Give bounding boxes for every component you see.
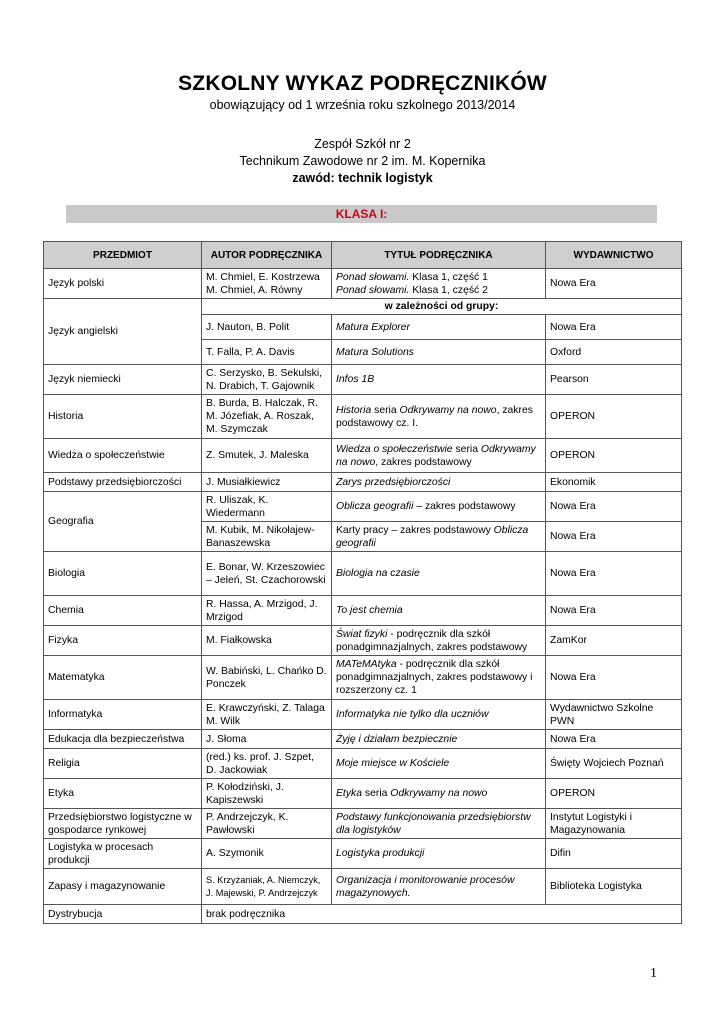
subject-cell: Edukacja dla bezpieczeństwa: [44, 730, 202, 749]
publisher-cell: Biblioteka Logistyka: [546, 869, 682, 905]
title-cell: [332, 522, 546, 552]
table-row: [44, 730, 682, 749]
table-row: [44, 473, 682, 492]
page-title: SZKOLNY WYKAZ PODRĘCZNIKÓW: [178, 72, 547, 95]
title-cell: Organizacja i monitorowanie procesów magazynowych.: [332, 869, 546, 905]
title-cell: [332, 439, 546, 473]
table-row: [44, 779, 682, 809]
title-cell: Matura Solutions: [332, 340, 546, 365]
publisher-cell: Nowa Era: [546, 730, 682, 749]
subject-cell: Chemia: [44, 596, 202, 626]
table-row: [44, 626, 682, 656]
title-cell: [332, 626, 546, 656]
subject-cell: Logistyka w procesach produkcji: [44, 839, 202, 869]
title-text: seria: [452, 443, 481, 455]
table-row: [44, 905, 682, 924]
title-text: Karty pracy – zakres podstawowy: [336, 524, 494, 536]
note-cell: brak podręcznika: [202, 905, 682, 924]
subject-cell: Informatyka: [44, 700, 202, 730]
table-row: [44, 700, 682, 730]
title-text: Klasa 1, część 2: [409, 284, 488, 296]
title-text: - podręcznik dla szkół ponadgimnazjalnych, zakres podstawowy i rozszerzony cz. 1: [336, 659, 533, 696]
column-header-title: TYTUŁ PODRĘCZNIKA: [332, 242, 546, 269]
author-cell: E. Bonar, W. Krzeszowiec – Jeleń, St. Czachorowski: [202, 552, 332, 596]
table-row: [44, 839, 682, 869]
table-row: [44, 269, 682, 299]
author-cell: [202, 269, 332, 299]
table-row: [44, 492, 682, 522]
subject-cell: Geografia: [44, 492, 202, 552]
author-cell: (red.) ks. prof. J. Szpet, D. Jackowiak: [202, 749, 332, 779]
publisher-cell: Pearson: [546, 365, 682, 395]
subject-cell: Język angielski: [44, 299, 202, 365]
subject-cell: Religia: [44, 749, 202, 779]
publisher-cell: Difin: [546, 839, 682, 869]
subject-cell: Język niemiecki: [44, 365, 202, 395]
class-heading-bar: KLASA I:: [66, 205, 657, 223]
publisher-cell: Nowa Era: [546, 315, 682, 340]
author-cell: P. Kołodziński, J. Kapiszewski: [202, 779, 332, 809]
title-cell: [332, 779, 546, 809]
author-cell: A. Szymonik: [202, 839, 332, 869]
subject-cell: Fizyka: [44, 626, 202, 656]
author-cell: J. Nauton, B. Polit: [202, 315, 332, 340]
title-cell: Logistyka produkcji: [332, 839, 546, 869]
column-header-publisher: WYDAWNICTWO: [546, 242, 682, 269]
subject-cell: Biologia: [44, 552, 202, 596]
title-cell: Informatyka nie tylko dla uczniów: [332, 700, 546, 730]
title-italic: Wiedza o społeczeństwie: [336, 443, 453, 455]
author-cell: P. Andrzejczyk, K. Pawłowski: [202, 809, 332, 839]
table-row: [44, 869, 682, 905]
author-cell: R. Uliszak, K. Wiedermann: [202, 492, 332, 522]
table-row: [44, 749, 682, 779]
author-cell: S. Krzyżaniak, A. Niemczyk, J. Majewski, P. Andrzejczyk: [202, 869, 332, 905]
author-cell: W. Babiński, L. Chańko D. Ponczek: [202, 656, 332, 700]
title-text: , zakres podstawowy: [375, 456, 472, 468]
publisher-cell: Święty Wojciech Poznań: [546, 749, 682, 779]
group-note-cell: w zależności od grupy:: [202, 299, 682, 315]
page-number: 1: [650, 966, 657, 981]
author-cell: T. Falla, P. A. Davis: [202, 340, 332, 365]
title-cell: To jest chemia: [332, 596, 546, 626]
title-cell: Żyję i działam bezpiecznie: [332, 730, 546, 749]
school-name-line2: Technikum Zawodowe nr 2 im. M. Kopernika: [239, 154, 486, 168]
title-cell: Infos 1B: [332, 365, 546, 395]
title-text: , zakres podstawowy cz. I.: [336, 404, 533, 429]
profession-label: zawód: technik logistyk: [292, 171, 433, 185]
publisher-cell: OPERON: [546, 779, 682, 809]
table-row: [44, 656, 682, 700]
publisher-cell: OPERON: [546, 395, 682, 439]
subject-cell: Podstawy przedsiębiorczości: [44, 473, 202, 492]
author-cell: Z. Smutek, J. Maleska: [202, 439, 332, 473]
publisher-cell: Nowa Era: [546, 269, 682, 299]
author-line: M. Chmiel, E. Kostrzewa: [206, 271, 320, 283]
title-cell: Matura Explorer: [332, 315, 546, 340]
table-row: [44, 552, 682, 596]
title-italic: Odkrywamy na nowo: [390, 788, 488, 799]
subject-cell: Matematyka: [44, 656, 202, 700]
subject-cell: Dystrybucja: [44, 905, 202, 924]
subject-cell: Zapasy i magazynowanie: [44, 869, 202, 905]
subject-cell: Wiedza o społeczeństwie: [44, 439, 202, 473]
author-cell: M. Kubik, M. Nikołajew-Banaszewska: [202, 522, 332, 552]
publisher-cell: OPERON: [546, 439, 682, 473]
title-text: - podręcznik dla szkół ponadgimnazjalnych, zakres podstawowy: [336, 628, 528, 653]
title-cell: Biologia na czasie: [332, 552, 546, 596]
publisher-cell: ZamKor: [546, 626, 682, 656]
title-text: seria: [371, 404, 400, 416]
author-cell: R. Hassa, A. Mrzigod, J. Mrzigod: [202, 596, 332, 626]
title-italic: Historia: [336, 404, 372, 416]
subject-cell: Etyka: [44, 779, 202, 809]
title-cell: Moje miejsce w Kościele: [332, 749, 546, 779]
title-italic: Ponad słowami.: [336, 284, 410, 296]
table-header-row: [44, 242, 682, 269]
table-row: [44, 395, 682, 439]
column-header-author: AUTOR PODRĘCZNIKA: [202, 242, 332, 269]
title-text: Klasa 1, część 1: [409, 271, 488, 283]
publisher-cell: Nowa Era: [546, 656, 682, 700]
column-header-subject: PRZEDMIOT: [44, 242, 202, 269]
publisher-cell: Nowa Era: [546, 522, 682, 552]
title-italic: Oblicza geografii: [336, 501, 414, 512]
title-italic: Odkrywamy na nowo: [399, 404, 497, 416]
table-row: [44, 596, 682, 626]
publisher-cell: Nowa Era: [546, 552, 682, 596]
title-text: seria: [362, 788, 391, 799]
publisher-cell: Wydawnictwo Szkolne PWN: [546, 700, 682, 730]
table-row: [44, 439, 682, 473]
publisher-cell: Oxford: [546, 340, 682, 365]
title-cell: [332, 269, 546, 299]
subject-cell: Przedsiębiorstwo logistyczne w gospodarce rynkowej: [44, 809, 202, 839]
publisher-cell: Nowa Era: [546, 492, 682, 522]
author-cell: E. Krawczyński, Z. Talaga M. Wilk: [202, 700, 332, 730]
page-subtitle: obowiązujący od 1 września roku szkolnego 2013/2014: [209, 98, 516, 112]
title-italic: Świat fizyki: [336, 628, 388, 640]
subject-cell: Historia: [44, 395, 202, 439]
publisher-cell: Instytut Logistyki i Magazynowania: [546, 809, 682, 839]
title-cell: Podstawy funkcjonowania przedsiębiorstw dla logistyków: [332, 809, 546, 839]
textbook-table: [43, 241, 682, 924]
title-text: – zakres podstawowy: [413, 501, 516, 512]
title-cell: [332, 395, 546, 439]
author-cell: J. Musiałkiewicz: [202, 473, 332, 492]
title-line: [336, 271, 541, 284]
publisher-cell: Ekonomik: [546, 473, 682, 492]
title-italic: Ponad słowami.: [336, 271, 410, 283]
author-cell: J. Słoma: [202, 730, 332, 749]
title-italic: Etyka: [336, 788, 362, 799]
school-name-line1: Zespół Szkół nr 2: [314, 137, 411, 151]
author-cell: C. Serzysko, B. Sekulski, N. Drabich, T. Gajownik: [202, 365, 332, 395]
title-line: [336, 284, 541, 297]
title-italic: MATeMAtyka: [336, 659, 397, 670]
author-line: M. Chmiel, A. Równy: [206, 284, 303, 296]
table-row: [44, 809, 682, 839]
title-cell: [332, 656, 546, 700]
title-italic: Oblicza geografii: [336, 524, 529, 549]
title-italic: Odkrywamy na nowo: [336, 443, 536, 468]
subject-cell: Język polski: [44, 269, 202, 299]
author-cell: B. Burda, B. Halczak, R. M. Józefiak, A. Roszak, M. Szymczak: [202, 395, 332, 439]
publisher-cell: Nowa Era: [546, 596, 682, 626]
title-cell: [332, 492, 546, 522]
author-cell: M. Fiałkowska: [202, 626, 332, 656]
title-cell: Zarys przedsiębiorczości: [332, 473, 546, 492]
table-row: [44, 365, 682, 395]
table-row: [44, 299, 682, 315]
